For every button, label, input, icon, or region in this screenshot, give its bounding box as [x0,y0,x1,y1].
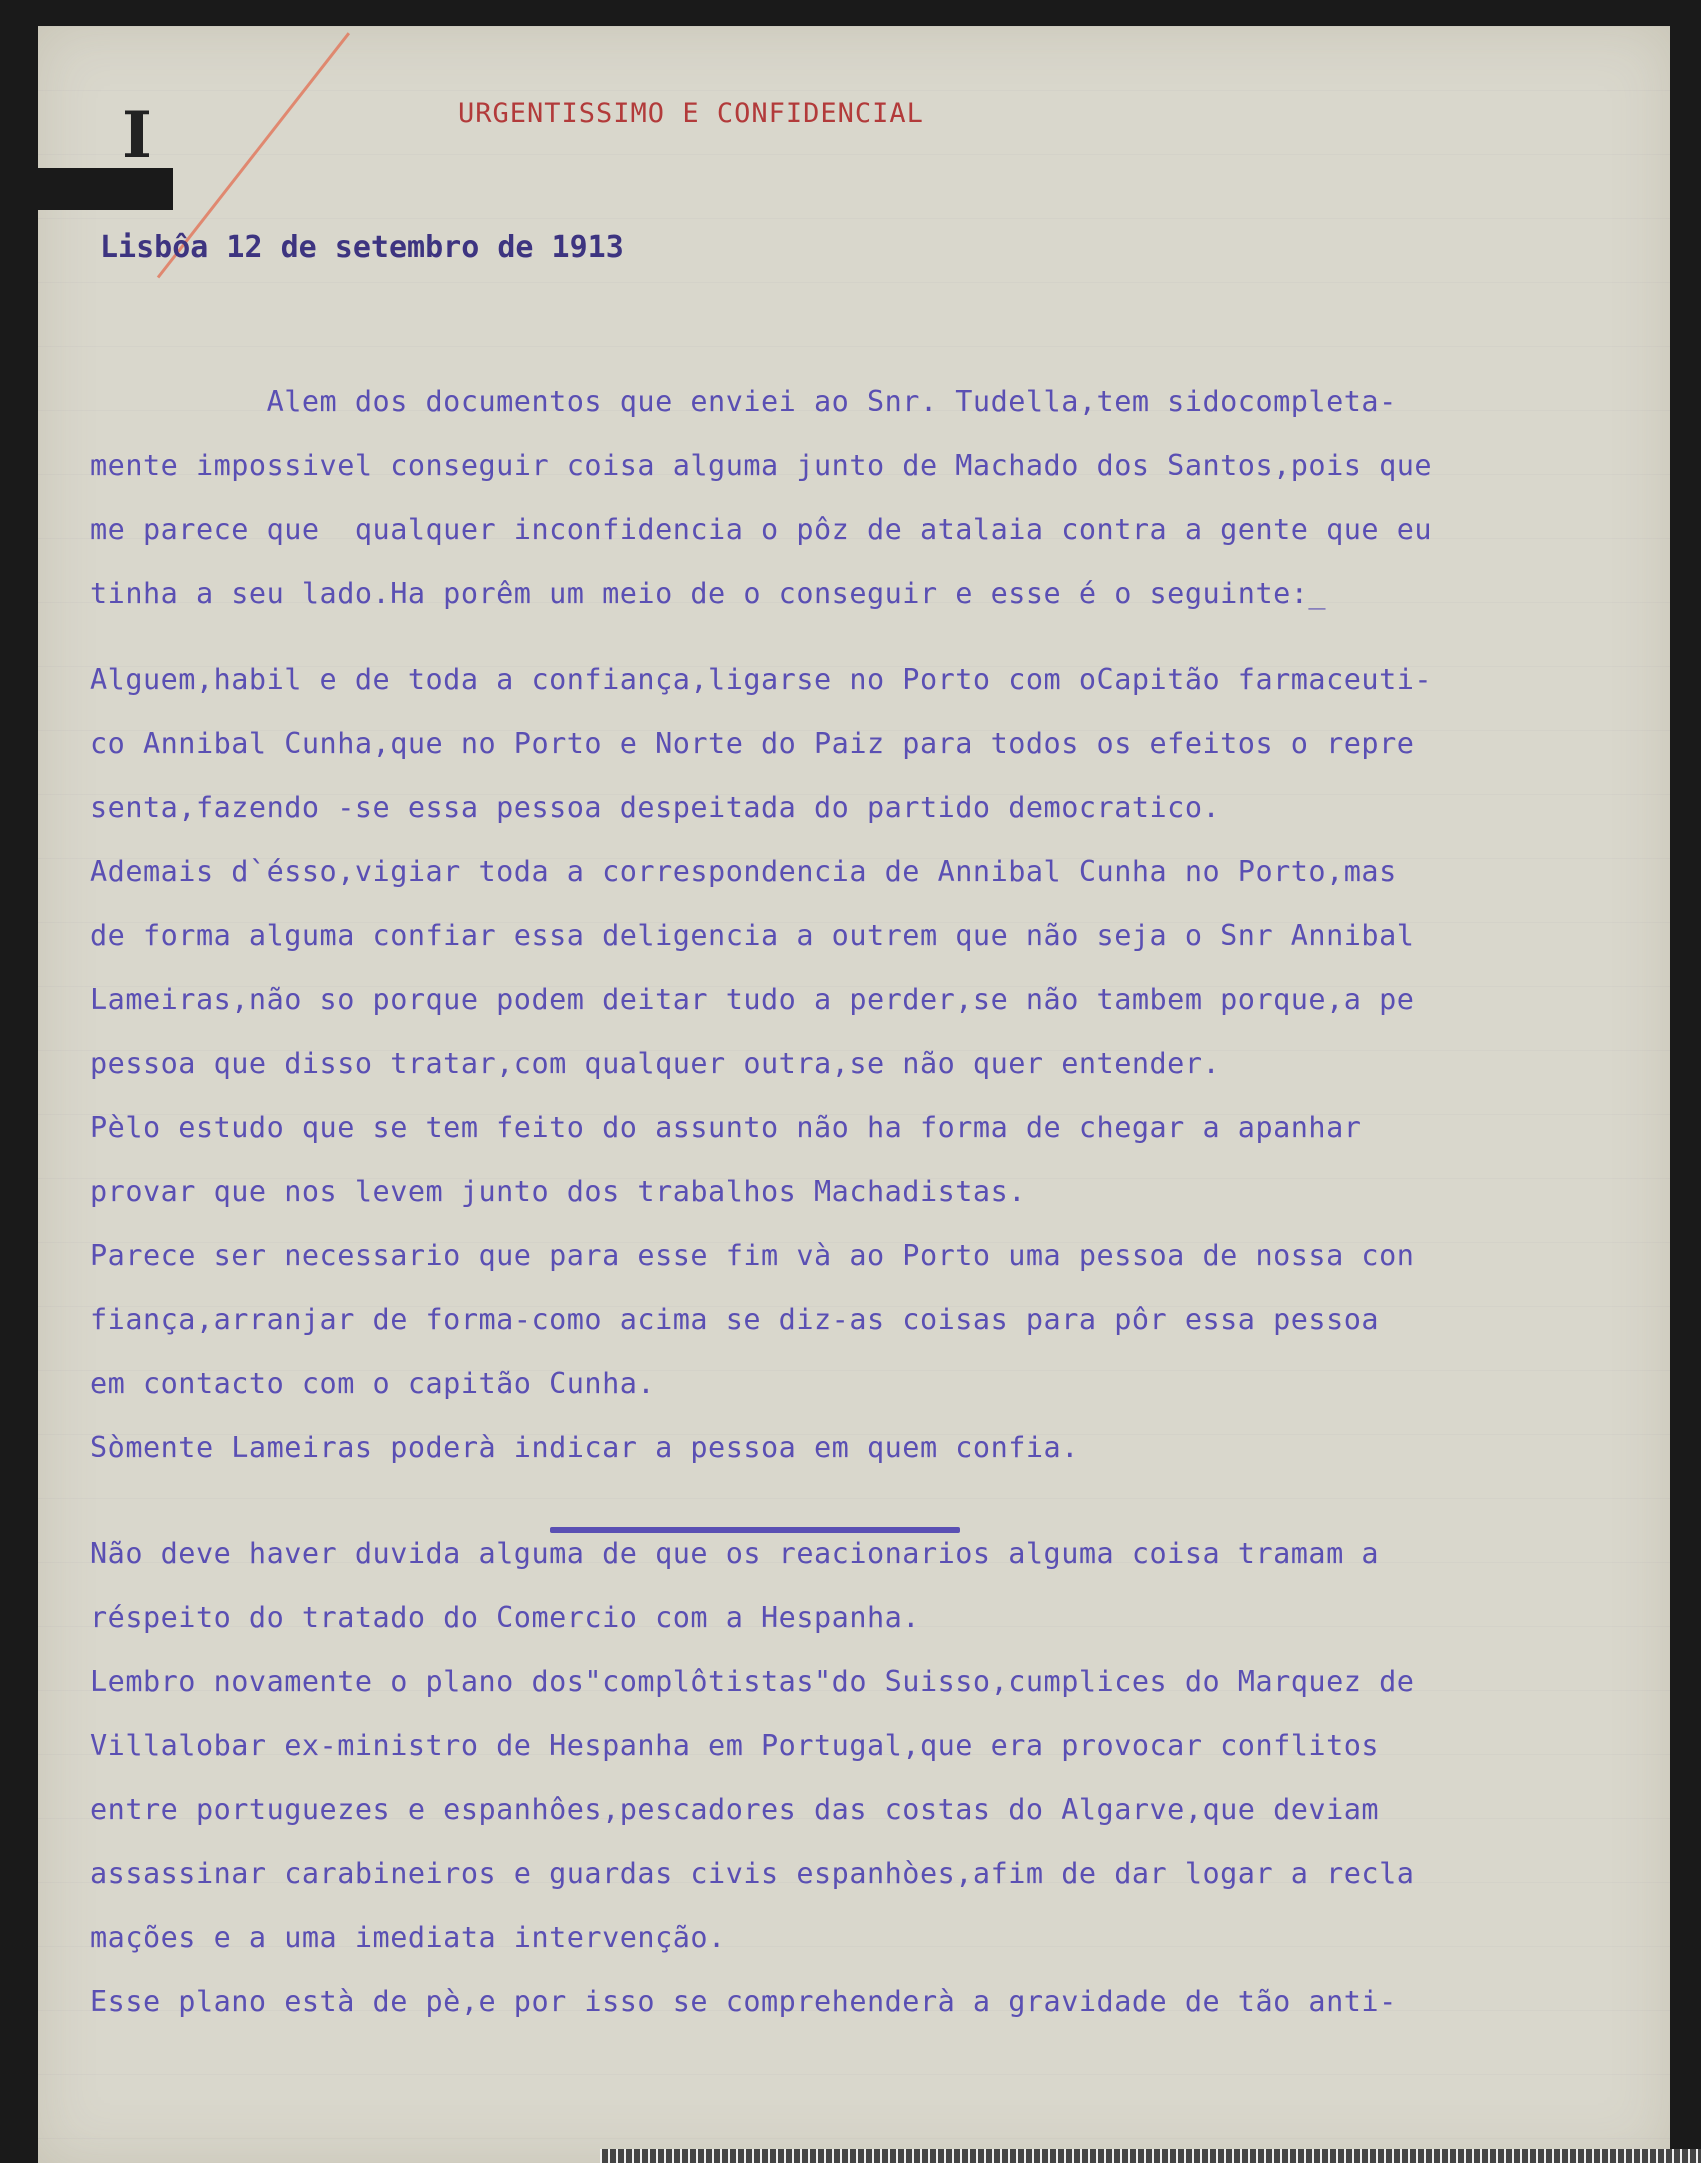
text-line: de forma alguma confiar essa deligencia a outrem que não seja o Snr Annibal [90,919,1415,952]
text-line: tinha a seu lado.Ha porêm um meio de o conseguir e esse é o seguinte:_ [90,577,1327,610]
text-line: pessoa que disso tratar,com qualquer outra,se não quer entender. [90,1047,1221,1080]
torn-corner [38,168,173,210]
text-line: me parece que qualquer inconfidencia o pôz de atalaia contra a gente que eu [90,513,1433,546]
text-line: em contacto com o capitão Cunha. [90,1367,656,1400]
text-line: Parece ser necessario que para esse fim và ao Porto uma pessoa de nossa con [90,1239,1415,1272]
text-line: Lameiras,não so porque podem deitar tudo a perder,se não tambem porque,a pe [90,983,1415,1016]
scale-ruler [600,2149,1701,2163]
paragraph-3 [90,1522,1650,2034]
text-line: provar que nos levem junto dos trabalhos Machadistas. [90,1175,1026,1208]
text-line: Não deve haver duvida alguma de que os reacionarios alguma coisa tramam a [90,1537,1380,1570]
text-line: Sòmente Lameiras poderà indicar a pessoa em quem confia. [90,1431,1079,1464]
letter-body [90,370,1650,2034]
text-line: Lembro novamente o plano dos"complôtistas"do Suisso,cumplices do Marquez de [90,1665,1415,1698]
text-line: entre portuguezes e espanhôes,pescadores das costas do Algarve,que deviam [90,1793,1380,1826]
text-line: assassinar carabineiros e guardas civis espanhòes,afim de dar logar a recla [90,1857,1415,1890]
dateline: Lisbôa 12 de setembro de 1913 [100,230,624,265]
text-line: mações e a uma imediata intervenção. [90,1921,726,1954]
text-line: fiança,arranjar de forma-como acima se diz-as coisas para pôr essa pessoa [90,1303,1380,1336]
text-line: Ademais d`ésso,vigiar toda a correspondencia de Annibal Cunha no Porto,mas [90,855,1397,888]
text-line: Alem dos documentos que enviei ao Snr. Tudella,tem sidocompleta- [90,385,1397,418]
text-line: réspeito do tratado do Comercio com a Hespanha. [90,1601,920,1634]
paragraph-2 [90,648,1650,1480]
page-number-mark: I [122,98,152,173]
text-line: co Annibal Cunha,que no Porto e Norte do Paiz para todos os efeitos o repre [90,727,1415,760]
text-line: Pèlo estudo que se tem feito do assunto não ha forma de chegar a apanhar [90,1111,1362,1144]
section-divider [550,1527,960,1533]
text-line: senta,fazendo -se essa pessoa despeitada do partido democratico. [90,791,1221,824]
text-line: mente impossivel conseguir coisa alguma junto de Machado dos Santos,pois que [90,449,1433,482]
confidential-header: URGENTISSIMO E CONFIDENCIAL [458,98,924,129]
paragraph-1 [90,370,1650,626]
text-line: Alguem,habil e de toda a confiança,ligarse no Porto com oCapitão farmaceuti- [90,663,1433,696]
text-line: Villalobar ex-ministro de Hespanha em Portugal,que era provocar conflitos [90,1729,1380,1762]
text-line: Esse plano està de pè,e por isso se comprehenderà a gravidade de tão anti- [90,1985,1397,2018]
